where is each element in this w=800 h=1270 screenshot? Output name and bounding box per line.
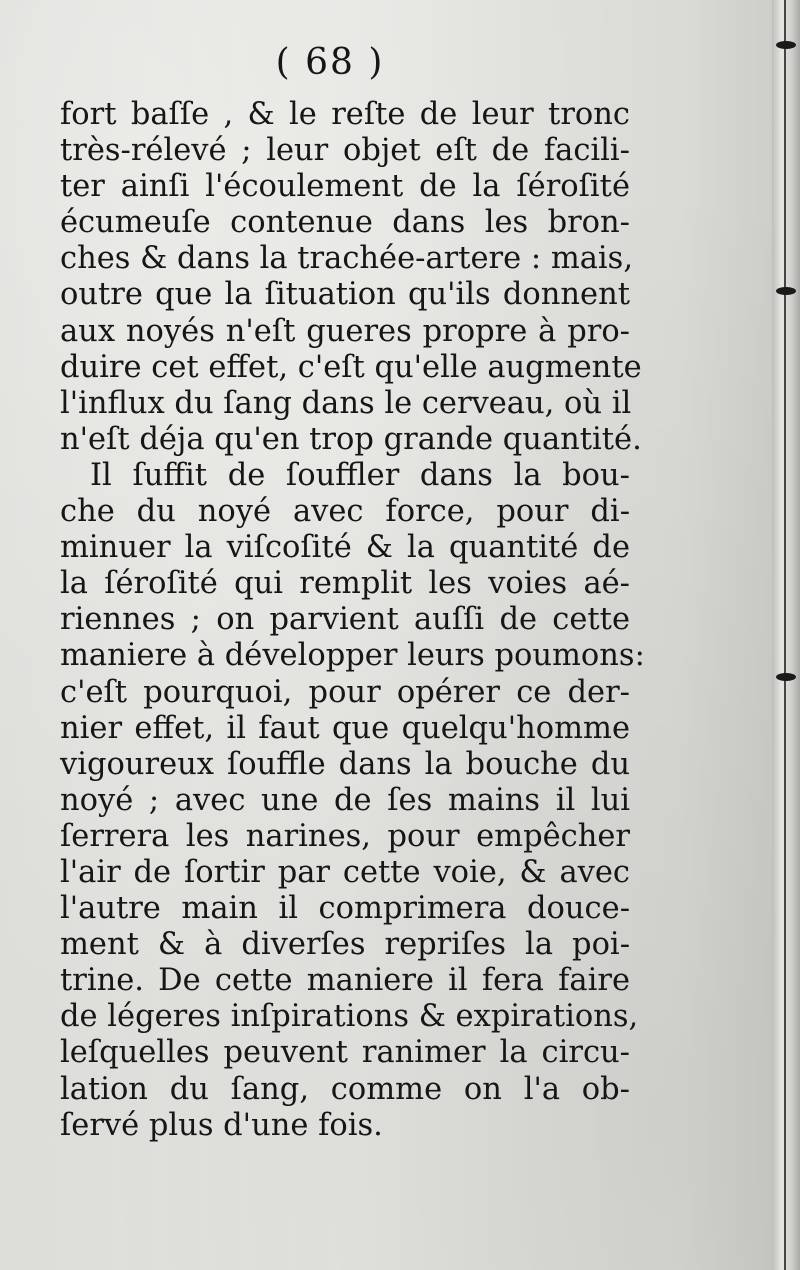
text-line: l'air de ſortir par cette voie, & avec [60, 854, 630, 890]
text-line: trine. De cette maniere il fera faire [60, 963, 630, 999]
text-line: minuer la viſcoſité & la quantité de [60, 530, 630, 566]
text-line: leſquelles peuvent ranimer la circu- [60, 1035, 630, 1071]
text-line: aux noyés n'eſt gueres propre à pro- [60, 313, 630, 349]
text-line: nier effet, il faut que quelqu'homme [60, 710, 630, 746]
text-line: très-rélevé ; leur objet eſt de facili- [60, 133, 630, 169]
text-line: outre que la ſituation qu'ils donnent [60, 277, 630, 313]
text-line: l'autre main il comprimera douce- [60, 891, 630, 927]
binding-stitch [776, 673, 796, 681]
text-line: écumeuſe contenue dans les bron- [60, 205, 630, 241]
page-number: ( 68 ) [275, 42, 385, 83]
text-line: ter ainſi l'écoulement de la ſéroſité [60, 169, 630, 205]
body-text [60, 97, 645, 1144]
text-line: fort baſſe , & le reſte de leur tronc [60, 97, 630, 132]
text-line: duire cet effet, c'eſt qu'elle augmente [60, 349, 642, 385]
book-gutter [772, 0, 800, 1270]
text-line: de légeres inſpirations & expirations, [60, 999, 639, 1035]
binding-stitch [776, 41, 796, 49]
text-line: noyé ; avec une de ſes mains il lui [60, 782, 630, 818]
text-line: l'influx du ſang dans le cerveau, où il [60, 385, 632, 421]
text-line: ſerrera les narines, pour empêcher [60, 818, 630, 854]
text-line: lation du ſang, comme on l'a ob- [60, 1071, 630, 1107]
text-line: c'eſt pourquoi, pour opérer ce der- [60, 674, 630, 710]
binding-edge [784, 0, 786, 1270]
text-line: ſervé plus d'une fois. [60, 1107, 383, 1143]
text-line: vigoureux ſouffle dans la bouche du [60, 746, 630, 782]
text-line: n'eſt déja qu'en trop grande quantité. [60, 421, 642, 457]
text-line: maniere à développer leurs poumons: [60, 638, 645, 674]
text-line: riennes ; on parvient auſſi de cette [60, 602, 630, 638]
text-line: che du noyé avec force, pour di- [60, 494, 630, 530]
text-line: ches & dans la trachée-artere : mais, [60, 241, 634, 277]
text-line: Il ſuffit de ſouffler dans la bou- [90, 457, 630, 493]
text-line: la ſéroſité qui remplit les voies aé- [60, 566, 630, 602]
text-line: ment & à diverſes repriſes la poi- [60, 927, 630, 963]
binding-stitch [776, 287, 796, 295]
